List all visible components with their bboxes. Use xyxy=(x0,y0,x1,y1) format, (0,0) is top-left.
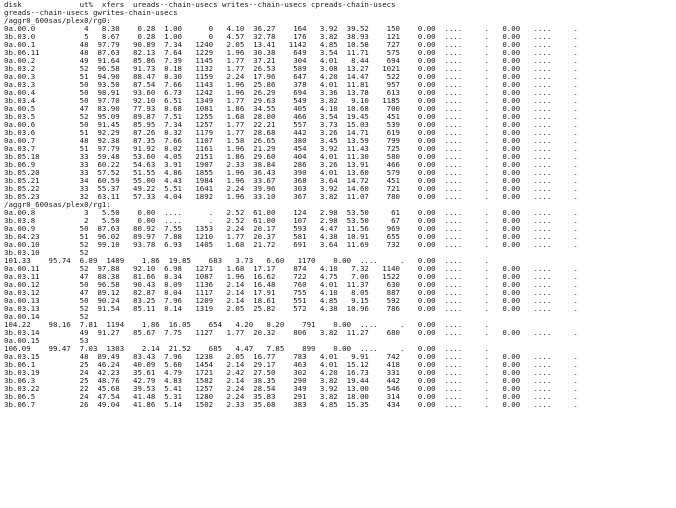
terminal-line: 0a.00.0 4 8.30 0.28 1.00 0 4.10 36.27 164 3.92 39.52 150 0.00 .... . 0.00 .... . xyxy=(4,25,578,33)
terminal-line: 0a.03.7 51 97.79 91.92 8.02 1161 1.96 21.29 454 3.92 11.43 725 0.00 .... . 0.00 .... . xyxy=(4,145,578,153)
terminal-line: 3b.03.0 5 8.67 0.28 1.00 0 4.57 32.78 176 3.82 38.93 121 0.00 .... . 0.00 .... . xyxy=(4,33,578,41)
terminal-line: 3b.03.5 52 95.09 89.87 7.51 1255 1.68 28.00 466 3.54 19.45 451 0.00 .... . 0.00 .... . xyxy=(4,113,578,121)
terminal-line: 0a.03.12 47 89.12 82.87 8.04 1117 2.14 17.91 755 4.10 8.05 887 0.00 .... . 0.00 .... . xyxy=(4,289,578,297)
terminal-line: 3b.06.7 26 49.04 41.86 5.14 1502 2.33 35.08 383 4.85 15.35 434 0.00 .... . 0.00 .... . xyxy=(4,401,578,409)
terminal-line: 0a.00.13 50 90.24 83.25 7.96 1209 2.14 18.61 551 4.85 9.15 592 0.00 .... . 0.00 .... . xyxy=(4,297,578,305)
terminal-line: 3b.03.19 24 42.23 35.61 4.79 1721 2.42 27.50 302 4.20 16.73 331 0.00 .... . 0.00 .... . xyxy=(4,369,578,377)
terminal-line: 3b.03.22 22 45.68 39.53 5.41 1257 2.24 28.54 349 3.92 13.00 546 0.00 .... . 0.00 .... . xyxy=(4,385,578,393)
terminal-line: 3b.06.9 33 60.22 54.63 3.91 1907 2.33 38.84 286 3.26 13.91 466 0.00 .... . 0.00 .... . xyxy=(4,161,578,169)
terminal-line: 0a.00.12 50 96.58 90.43 8.09 1136 2.14 16.48 760 4.01 11.37 630 0.00 .... . 0.00 .... . xyxy=(4,281,578,289)
terminal-line: 3b.03.6 51 92.29 87.26 8.32 1179 1.77 28.68 442 3.26 14.71 619 0.00 .... . 0.00 .... . xyxy=(4,129,578,137)
terminal-line: 0a.00.6 50 91.45 85.95 7.34 1257 1.77 22.21 557 3.73 15.03 539 0.00 .... . 0.00 .... . xyxy=(4,121,578,129)
terminal-line: 3b.06.1 25 46.24 40.09 5.60 1454 2.14 29.17 463 4.01 15.12 418 0.00 .... . 0.00 .... . xyxy=(4,361,578,369)
terminal-line: 0a.03.15 48 89.49 83.43 7.96 1238 2.05 16.77 783 4.01 9.91 742 0.00 .... . 0.00 .... . xyxy=(4,353,578,361)
terminal-line: 0a.00.5 47 83.90 77.93 8.68 1081 1.86 34.55 405 4.10 10.68 700 0.00 .... . 0.00 .... . xyxy=(4,105,578,113)
terminal-line: 3b.05.23 32 63.11 57.33 4.04 1892 1.96 33.10 367 3.82 11.07 780 0.00 .... . 0.00 .... . xyxy=(4,193,578,201)
terminal-line: 3b.03.14 49 91.27 85.67 7.75 1127 1.77 20.32 806 3.82 11.27 680 0.00 .... . 0.00 .... . xyxy=(4,329,578,337)
terminal-line: 0a.00.3 51 94.90 88.47 8.30 1159 2.24 17.96 647 4.20 14.47 522 0.00 .... . 0.00 .... . xyxy=(4,73,578,81)
terminal-line: 3b.04.23 51 96.02 89.97 7.88 1210 1.77 20.37 581 4.38 10.91 655 0.00 .... . 0.00 .... . xyxy=(4,233,578,241)
terminal-line: 3b.05.20 33 57.52 51.55 4.86 1855 1.96 36.43 390 4.01 13.60 579 0.00 .... . 0.00 .... . xyxy=(4,169,578,177)
terminal-line: 3b.03.2 52 96.58 91.73 8.18 1132 1.77 26.53 589 3.08 13.27 1021 0.00 .... . 0.00 .... . xyxy=(4,65,578,73)
terminal-line: 3b.05.18 33 59.48 53.60 4.05 2151 1.86 29.60 404 4.01 11.30 580 0.00 .... . 0.00 .... . xyxy=(4,153,578,161)
terminal-line: 3b.03.8 2 5.50 0.00 .... . 2.52 61.00 107 2.98 53.50 67 0.00 .... . 0.00 .... . xyxy=(4,217,578,225)
terminal-line: /aggr0_600sas/plex0/rg1: xyxy=(4,201,111,209)
terminal-line: 101.33 95.74 6.89 1409 1.86 19.85 683 3.73 6.60 1170 0.00 .... . 0.00 .... . xyxy=(4,257,489,265)
terminal-line: 0a.00.4 50 98.91 93.60 6.73 1242 1.96 26.29 694 3.36 13.78 613 0.00 .... . 0.00 .... . xyxy=(4,89,578,97)
terminal-line: 0a.00.2 49 91.64 85.86 7.39 1145 1.77 37.21 304 4.01 8.44 694 0.00 .... . 0.00 .... . xyxy=(4,57,578,65)
terminal-line: 0a.03.13 52 91.54 85.11 8.14 1319 2.05 25.82 572 4.38 10.96 786 0.00 .... . 0.00 .... . xyxy=(4,305,578,313)
terminal-line: 0a.00.10 52 99.10 93.78 6.93 1405 1.68 21.72 691 3.64 11.69 732 0.00 .... . 0.00 .... . xyxy=(4,241,578,249)
terminal-line: 3b.03.4 50 97.70 92.10 6.51 1349 1.77 29.63 549 3.82 9.10 1185 0.00 .... . 0.00 .... . xyxy=(4,97,578,105)
terminal-line: 0a.03.3 50 93.50 87.54 7.66 1143 1.96 25.86 378 4.01 11.81 957 0.00 .... . 0.00 .... . xyxy=(4,81,578,89)
terminal-line: 3b.06.3 25 48.76 42.79 4.83 1582 2.14 38.35 290 3.82 19.44 442 0.00 .... . 0.00 .... . xyxy=(4,377,578,385)
terminal-line: 106.09 99.47 7.03 1303 2.14 21.52 685 4.47 7.85 899 0.00 .... . 0.00 .... . xyxy=(4,345,489,353)
terminal-line: 0a.00.1 48 97.79 90.89 7.34 1240 2.05 13.41 1142 4.85 10.58 727 0.00 .... . 0.00 .... . xyxy=(4,41,578,49)
terminal-line: 3b.06.5 24 47.54 41.48 5.31 1280 2.24 35.83 291 3.82 18.00 314 0.00 .... . 0.00 .... . xyxy=(4,393,578,401)
terminal-line: 104.22 98.16 7.81 1194 1.86 16.05 654 4.20 8.20 791 0.00 .... . 0.00 .... . xyxy=(4,321,489,329)
terminal-line: 3b.06.11 48 87.63 82.13 7.64 1229 1.96 30.38 649 3.54 11.71 575 0.00 .... . 0.00 .... . xyxy=(4,49,578,57)
terminal-line: 0a.00.7 48 92.38 87.35 7.66 1107 1.58 26.65 380 3.45 13.59 799 0.00 .... . 0.00 .... . xyxy=(4,137,578,145)
terminal-line: 0a.00.8 3 5.50 0.00 .... . 2.52 61.00 124 2.98 53.50 61 0.00 .... . 0.00 .... . xyxy=(4,209,578,217)
terminal-line: 3b.03.10 52 xyxy=(4,249,89,257)
terminal-line: 0a.00.14 52 xyxy=(4,313,89,321)
terminal-line: disk ut% xfers ureads--chain-usecs writes--chain-usecs cpreads-chain-usecs xyxy=(4,1,396,9)
terminal-line: /aggr0_600sas/plex0/rg0: xyxy=(4,17,111,25)
terminal-line: 0a.00.11 52 97.88 92.10 6.98 1271 1.68 17.17 874 4.10 7.32 1140 0.00 .... . 0.00 .... . xyxy=(4,265,578,273)
terminal-line: 3b.05.22 33 55.37 49.22 5.51 1641 2.24 39.96 303 3.92 14.60 721 0.00 .... . 0.00 .... . xyxy=(4,185,578,193)
terminal-line: 3b.05.21 34 60.59 55.00 4.43 1984 1.96 33.67 368 3.64 14.72 451 0.00 .... . 0.00 .... . xyxy=(4,177,578,185)
terminal-line: greads--chain-usecs gwrites-chain-usecs xyxy=(4,9,178,17)
terminal-line: 0a.03.11 47 88.38 81.66 8.34 1087 1.96 16.62 722 4.75 7.06 1522 0.00 .... . 0.00 .... . xyxy=(4,273,578,281)
terminal-line: 0a.00.9 50 87.63 80.92 7.55 1353 2.24 20.17 593 4.47 11.56 969 0.00 .... . 0.00 .... . xyxy=(4,225,578,233)
terminal-line: 0a.00.15 53 xyxy=(4,337,89,345)
